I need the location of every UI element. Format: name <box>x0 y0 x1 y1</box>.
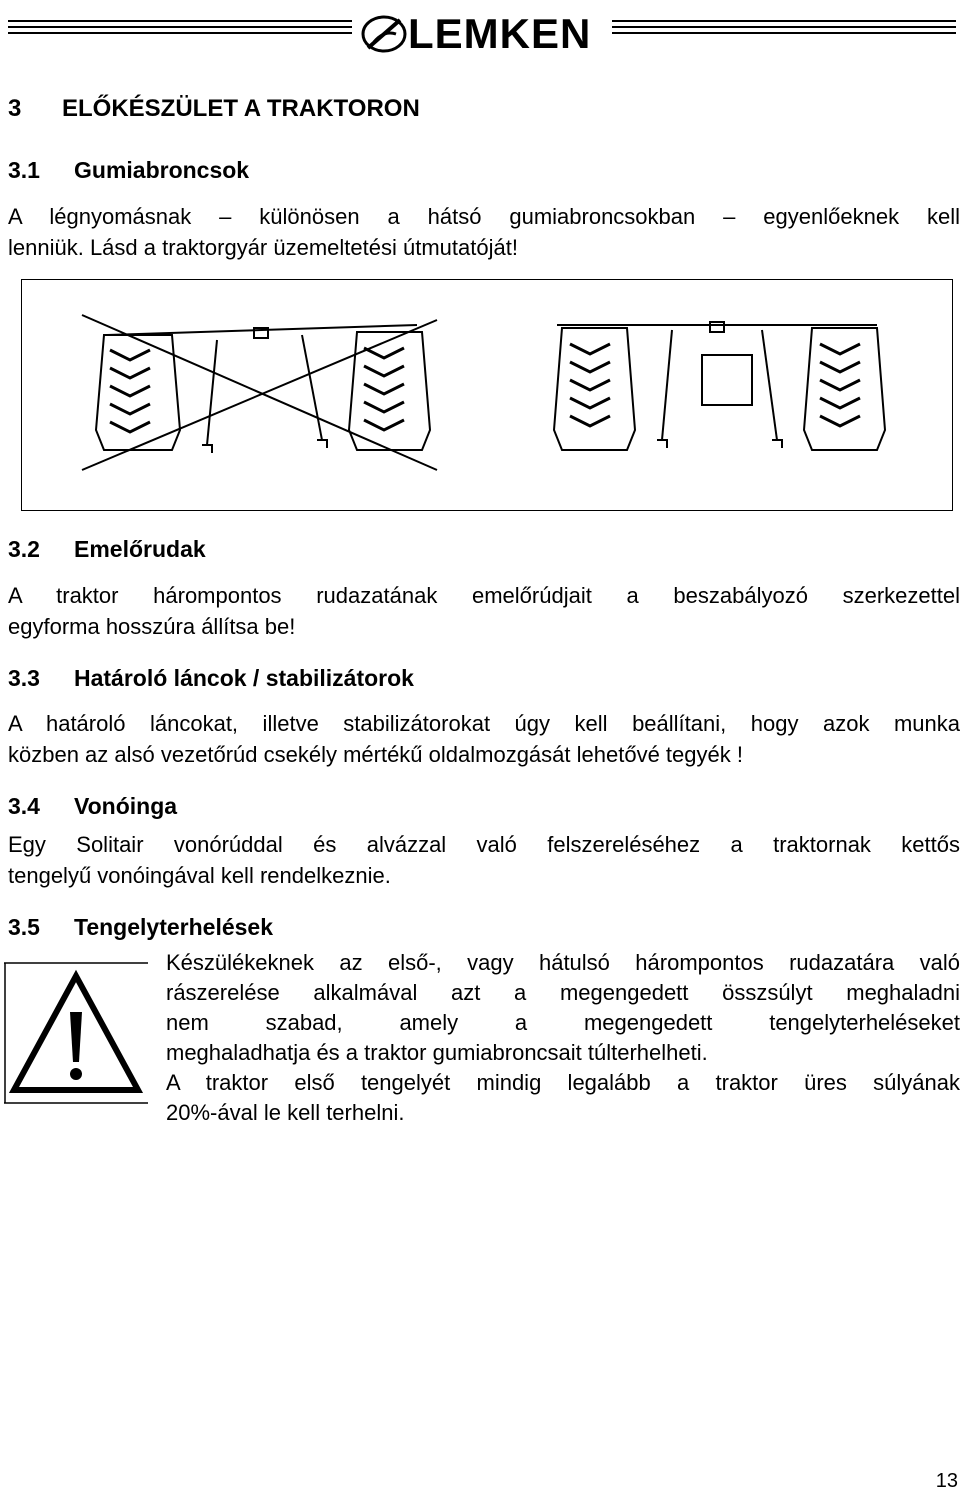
paragraph-line: nem szabad, amely a megengedett tengelyterheléseket <box>166 1010 960 1035</box>
paragraph-line: 20%-ával le kell terhelni. <box>166 1100 405 1125</box>
subsection-title: Gumiabroncsok <box>74 157 250 183</box>
paragraph-3-4 <box>8 829 960 891</box>
paragraph-line: Készülékeknek az első-, vagy hátulsó hárompontos rudazatára való <box>166 950 960 975</box>
paragraph-line: rászerelése alkalmával azt a megengedett összsúlyt meghaladni <box>166 980 960 1005</box>
subsection-title: Tengelyterhelések <box>74 914 274 940</box>
subsection-number: 3.4 <box>8 793 40 819</box>
section-title: ELŐKÉSZÜLET A TRAKTORON <box>62 95 420 122</box>
brand-logo <box>360 8 591 60</box>
paragraph-line: meghaladhatja és a traktor gumiabroncsait túlterhelheti. <box>166 1040 708 1065</box>
lemken-emblem-icon <box>360 12 408 56</box>
paragraph-line: A traktor hárompontos rudazatának emelőrúdjait a beszabályozó szerkezettel <box>8 583 960 608</box>
subsection-title: Vonóinga <box>74 793 178 819</box>
page-number: 13 <box>935 1470 958 1492</box>
subsection-heading-3-5 <box>8 914 273 941</box>
paragraph-3-2 <box>8 580 960 642</box>
warning-symbol <box>4 962 148 1104</box>
paragraph-line: egyforma hosszúra állítsa be! <box>8 614 296 639</box>
subsection-heading-3-2 <box>8 536 206 563</box>
header-rule-right <box>612 20 956 42</box>
paragraph-3-3 <box>8 708 960 770</box>
subsection-number: 3.1 <box>8 157 40 183</box>
subsection-number: 3.2 <box>8 536 40 562</box>
paragraph-3-5 <box>166 948 960 1128</box>
brand-name: LEMKEN <box>408 10 592 57</box>
paragraph-line: közben az alsó vezetőrúd csekély mértékű oldalmozgását lehetővé tegyék ! <box>8 742 743 767</box>
paragraph-line: lenniük. Lásd a traktorgyár üzemeltetési útmutatóját! <box>8 235 518 260</box>
subsection-title: Határoló láncok / stabilizátorok <box>74 665 414 691</box>
correct-setup-drawing <box>554 322 885 450</box>
header-rule-left <box>8 20 352 42</box>
section-heading <box>8 95 420 123</box>
warning-triangle-icon <box>4 962 148 1104</box>
paragraph-line: A határoló láncokat, illetve stabilizátorokat úgy kell beállítani, hogy azok munka <box>8 711 960 736</box>
subsection-heading-3-3 <box>8 665 414 692</box>
incorrect-setup-drawing <box>82 315 437 470</box>
subsection-heading-3-1 <box>8 157 249 184</box>
paragraph-line: tengelyű vonóingával kell rendelkeznie. <box>8 863 391 888</box>
paragraph-line: A légnyomásnak – különösen a hátsó gumiabroncsokban – egyenlőeknek kell <box>8 204 960 229</box>
section-number: 3 <box>8 95 22 122</box>
subsection-number: 3.3 <box>8 665 40 691</box>
paragraph-3-1 <box>8 201 960 263</box>
subsection-heading-3-4 <box>8 793 177 820</box>
tractor-rear-diagram <box>22 280 952 510</box>
paragraph-line: Egy Solitair vonórúddal és alvázzal való felszereléséhez a traktornak kettős <box>8 832 960 857</box>
subsection-number: 3.5 <box>8 914 40 940</box>
subsection-title: Emelőrudak <box>74 536 206 562</box>
tyre-figure <box>21 279 953 511</box>
paragraph-line: A traktor első tengelyét mindig legalább a traktor üres súlyának <box>166 1070 960 1095</box>
